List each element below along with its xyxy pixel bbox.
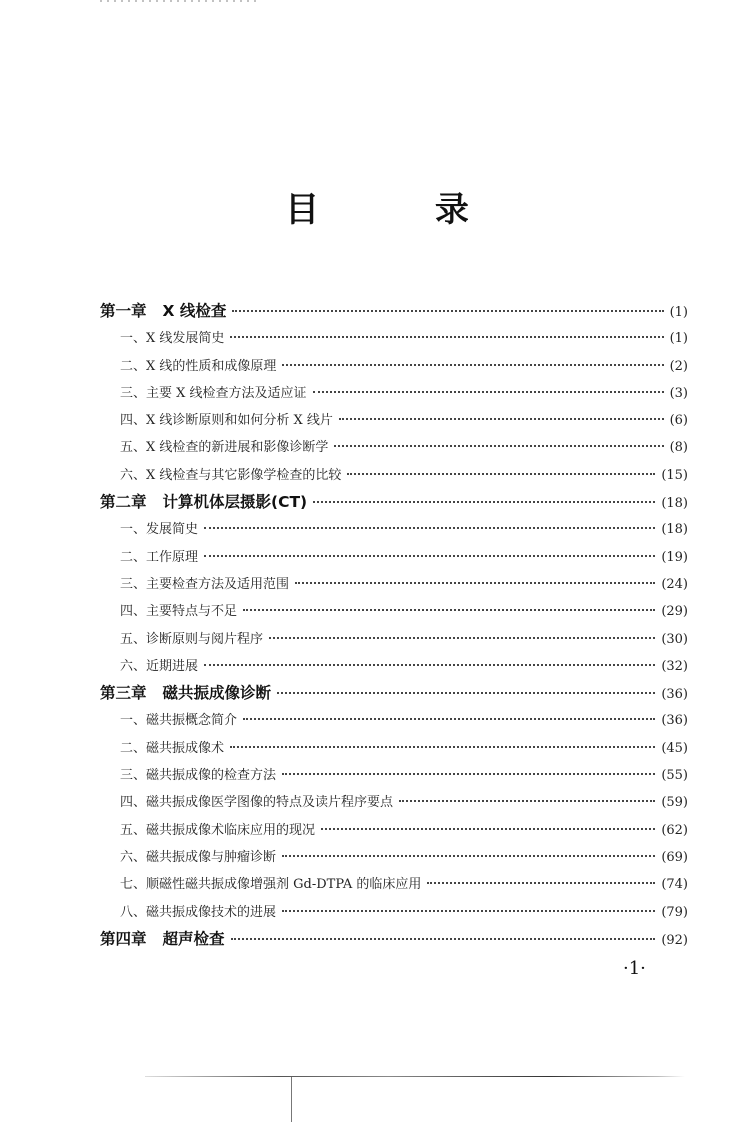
toc-section[interactable]: [100, 462, 688, 489]
scan-artifact-top: [100, 0, 260, 2]
section-label: 七、顺磁性磁共振成像增强剂 Gd-DTPA 的临床应用: [120, 877, 422, 893]
toc-section[interactable]: [100, 380, 688, 407]
page-number: (2): [669, 358, 688, 374]
chapter-label: [100, 926, 225, 953]
page-number: (1): [669, 331, 688, 347]
section-label: 六、近期进展: [120, 658, 199, 674]
toc-section[interactable]: [100, 817, 688, 844]
section-label: 一、X 线发展简史: [120, 331, 225, 347]
toc-section[interactable]: [100, 762, 688, 789]
dot-leader: [399, 800, 655, 802]
toc-chapter-3[interactable]: [100, 680, 688, 707]
section-label: 二、磁共振成像术: [120, 740, 225, 756]
toc-chapter-4[interactable]: [100, 926, 688, 953]
toc-section[interactable]: [100, 516, 688, 543]
chapter-title: 计算机体层摄影(CT): [162, 493, 308, 512]
toc-section[interactable]: [100, 626, 688, 653]
toc-section[interactable]: [100, 735, 688, 762]
chapter-label: [100, 489, 307, 516]
page-number: (3): [669, 385, 688, 401]
section-label: 三、磁共振成像的检查方法: [120, 768, 277, 784]
chapter-label: [100, 680, 271, 707]
page-number: (24): [661, 576, 688, 592]
dot-leader: [339, 418, 664, 420]
chapter-number: 第二章: [100, 493, 147, 512]
dot-leader: [295, 582, 655, 584]
page-number: (74): [661, 877, 688, 893]
dot-leader: [277, 692, 655, 694]
chapter-number: 第四章: [100, 929, 147, 948]
section-label: 五、诊断原则与阅片程序: [120, 631, 264, 647]
page-number: (19): [661, 549, 688, 565]
dot-leader: [204, 527, 655, 529]
page-number: (8): [669, 440, 688, 456]
page-number: (79): [661, 904, 688, 920]
dot-leader: [334, 445, 663, 447]
toc-section[interactable]: [100, 598, 688, 625]
table-of-contents: [100, 298, 688, 953]
dot-leader: [282, 364, 663, 366]
dot-leader: [204, 664, 655, 666]
chapter-label: [100, 298, 226, 325]
section-label: 四、X 线诊断原则和如何分析 X 线片: [120, 413, 333, 429]
page-number: (32): [661, 658, 688, 674]
scan-artifact-bottom-line: [145, 1076, 685, 1077]
toc-section[interactable]: [100, 325, 688, 352]
page-number: (1): [669, 305, 688, 320]
page-title: 目 录: [285, 190, 521, 230]
section-label: 二、工作原理: [120, 549, 199, 565]
toc-section[interactable]: [100, 789, 688, 816]
chapter-title: 超声检查: [162, 929, 225, 948]
dot-leader: [230, 336, 663, 338]
dot-leader: [243, 718, 655, 720]
page-number: (18): [661, 496, 688, 512]
section-label: 三、主要 X 线检查方法及适应证: [120, 385, 307, 401]
chapter-number: 第一章: [100, 302, 147, 320]
toc-section[interactable]: [100, 434, 688, 461]
section-label: 三、主要检查方法及适用范围: [120, 576, 290, 592]
dot-leader: [427, 882, 655, 884]
dot-leader: [231, 938, 656, 940]
page-number: (92): [661, 932, 688, 948]
dot-leader: [313, 501, 655, 503]
page-number: (59): [661, 795, 688, 811]
chapter-number: 第三章: [100, 684, 147, 703]
dot-leader: [243, 609, 655, 611]
toc-section[interactable]: [100, 544, 688, 571]
section-label: 五、磁共振成像术临床应用的现况: [120, 822, 316, 838]
dot-leader: [230, 746, 655, 748]
page-number: (45): [661, 740, 688, 756]
toc-chapter-1[interactable]: [100, 298, 688, 325]
dot-leader: [269, 637, 655, 639]
section-label: 二、X 线的性质和成像原理: [120, 358, 277, 374]
section-label: 四、主要特点与不足: [120, 604, 238, 620]
dot-leader: [321, 828, 655, 830]
toc-section[interactable]: [100, 653, 688, 680]
chapter-title: 磁共振成像诊断: [162, 684, 272, 703]
toc-section[interactable]: [100, 353, 688, 380]
dot-leader: [313, 391, 664, 393]
toc-section[interactable]: [100, 707, 688, 734]
section-label: 八、磁共振成像技术的进展: [120, 904, 277, 920]
section-label: 一、磁共振概念简介: [120, 713, 238, 729]
page-number: (15): [661, 467, 688, 483]
page-number: (18): [661, 522, 688, 538]
page-number: (29): [661, 604, 688, 620]
page-number: (69): [661, 849, 688, 865]
toc-chapter-2[interactable]: [100, 489, 688, 516]
page-number: (36): [661, 713, 688, 729]
page-folio: ·1·: [623, 958, 646, 979]
section-label: 一、发展简史: [120, 522, 199, 538]
page-number: (55): [661, 768, 688, 784]
scan-artifact-bottom-tick: [291, 1077, 292, 1122]
toc-section[interactable]: [100, 571, 688, 598]
toc-section[interactable]: [100, 899, 688, 926]
toc-section[interactable]: [100, 407, 688, 434]
section-label: 六、磁共振成像与肿瘤诊断: [120, 849, 277, 865]
page-number: (36): [661, 687, 688, 703]
page-number: (62): [661, 822, 688, 838]
dot-leader: [204, 555, 655, 557]
toc-section[interactable]: [100, 844, 688, 871]
dot-leader: [282, 855, 655, 857]
section-label: 四、磁共振成像医学图像的特点及读片程序要点: [120, 795, 394, 811]
page-number: (30): [661, 631, 688, 647]
dot-leader: [232, 310, 663, 312]
dot-leader: [282, 773, 655, 775]
section-label: 六、X 线检查与其它影像学检查的比较: [120, 467, 342, 483]
toc-section[interactable]: [100, 871, 688, 898]
chapter-title: X 线检查: [162, 302, 227, 320]
page-number: (6): [669, 413, 688, 429]
section-label: 五、X 线检查的新进展和影像诊断学: [120, 440, 329, 456]
dot-leader: [282, 910, 655, 912]
dot-leader: [347, 473, 655, 475]
